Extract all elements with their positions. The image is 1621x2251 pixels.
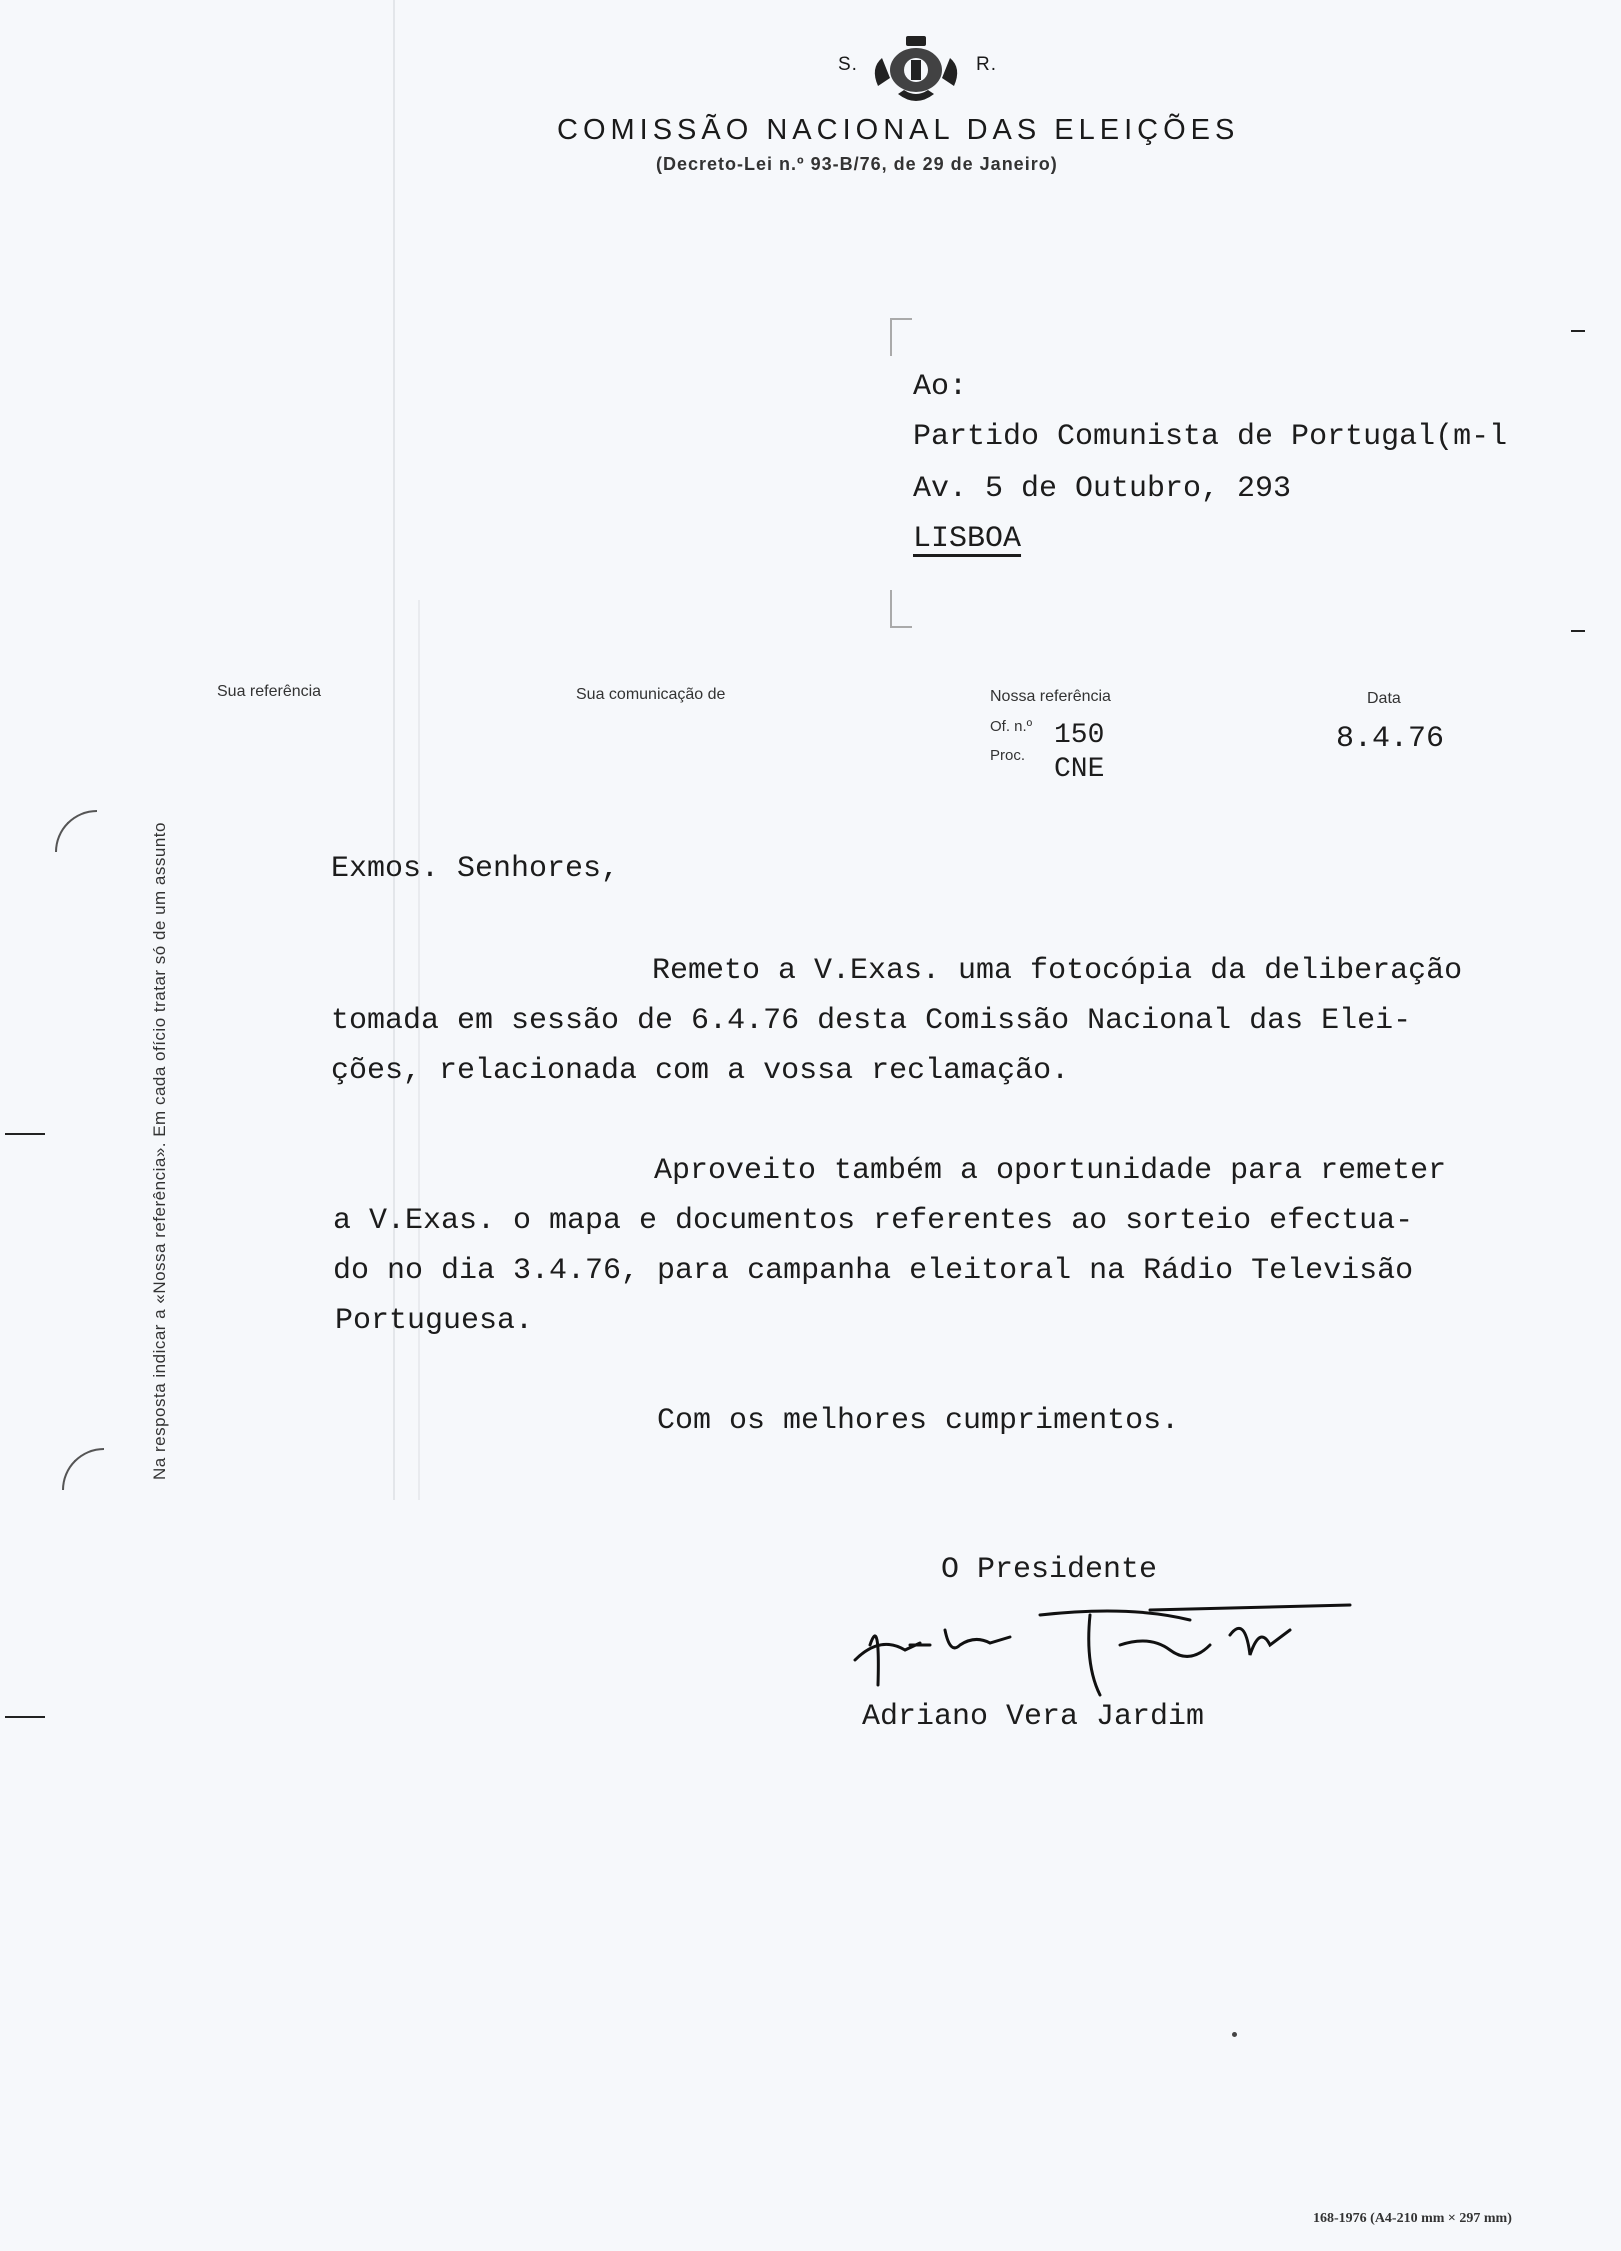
nossa-referencia-label: Nossa referência [990, 688, 1111, 705]
paragraph2-line2: a V.Exas. o mapa e documentos referentes ao sorteio efectua- [333, 1204, 1414, 1238]
paragraph1-line1: Remeto a V.Exas. uma fotocópia da deliberação [652, 954, 1463, 988]
processo-label: Proc. [990, 747, 1026, 764]
paper-fold-line-secondary [418, 600, 420, 1500]
margin-mark [5, 1716, 45, 1718]
paragraph2-line1: Aproveito também a oportunidade para remeter [654, 1154, 1447, 1188]
decree-reference: (Decreto-Lei n.º 93-B/76, de 29 de Janeiro) [656, 154, 1058, 174]
margin-mark [5, 1133, 45, 1135]
recipient-city: LISBOA [913, 522, 1022, 556]
paragraph1-line2: tomada em sessão de 6.4.76 desta Comissão Nacional das Elei- [331, 1004, 1412, 1038]
sua-referencia-label: Sua referência [217, 683, 322, 700]
ink-speck [1232, 2032, 1237, 2037]
letterhead-r: R. [976, 54, 997, 75]
paragraph2-line3: do no dia 3.4.76, para campanha eleitoral na Rádio Televisão [333, 1254, 1414, 1288]
sua-comunicacao-label: Sua comunicação de [576, 686, 726, 703]
signatory-name: Adriano Vera Jardim [862, 1700, 1205, 1734]
address-bracket-bottom [890, 590, 912, 628]
handwritten-signature [850, 1575, 1370, 1705]
paragraph1-line3: ções, relacionada com a vossa reclamação. [331, 1054, 1070, 1088]
closing: Com os melhores cumprimentos. [657, 1404, 1180, 1438]
address-bracket-top [890, 318, 912, 356]
punch-hole-top [55, 810, 97, 852]
recipient-name: Partido Comunista de Portugal(m-l [913, 420, 1508, 454]
signature-title: O Presidente [941, 1553, 1158, 1587]
coat-of-arms-icon [868, 28, 964, 108]
data-label: Data [1367, 690, 1401, 707]
oficio-number-label: Of. n.º [990, 718, 1033, 735]
date-value: 8.4.76 [1336, 722, 1445, 756]
print-footer: 168-1976 (A4-210 mm × 297 mm) [1313, 2211, 1512, 2226]
punch-hole-bottom [62, 1448, 104, 1490]
recipient-address: Av. 5 de Outubro, 293 [913, 472, 1292, 506]
paragraph2-line4: Portuguesa. [335, 1304, 534, 1338]
margin-mark [1571, 630, 1585, 632]
oficio-number-value: 150 [1054, 720, 1105, 751]
margin-instruction-note: Na resposta indicar a «Nossa referência». Em cada ofício tratar só de um assunto [150, 822, 169, 1480]
letterhead-s: S. [838, 54, 858, 75]
greeting: Exmos. Senhores, [331, 852, 620, 886]
margin-mark [1571, 330, 1585, 332]
processo-value: CNE [1054, 754, 1105, 785]
recipient-label: Ao: [913, 370, 968, 404]
organization-title: COMISSÃO NACIONAL DAS ELEIÇÕES [557, 114, 1240, 146]
